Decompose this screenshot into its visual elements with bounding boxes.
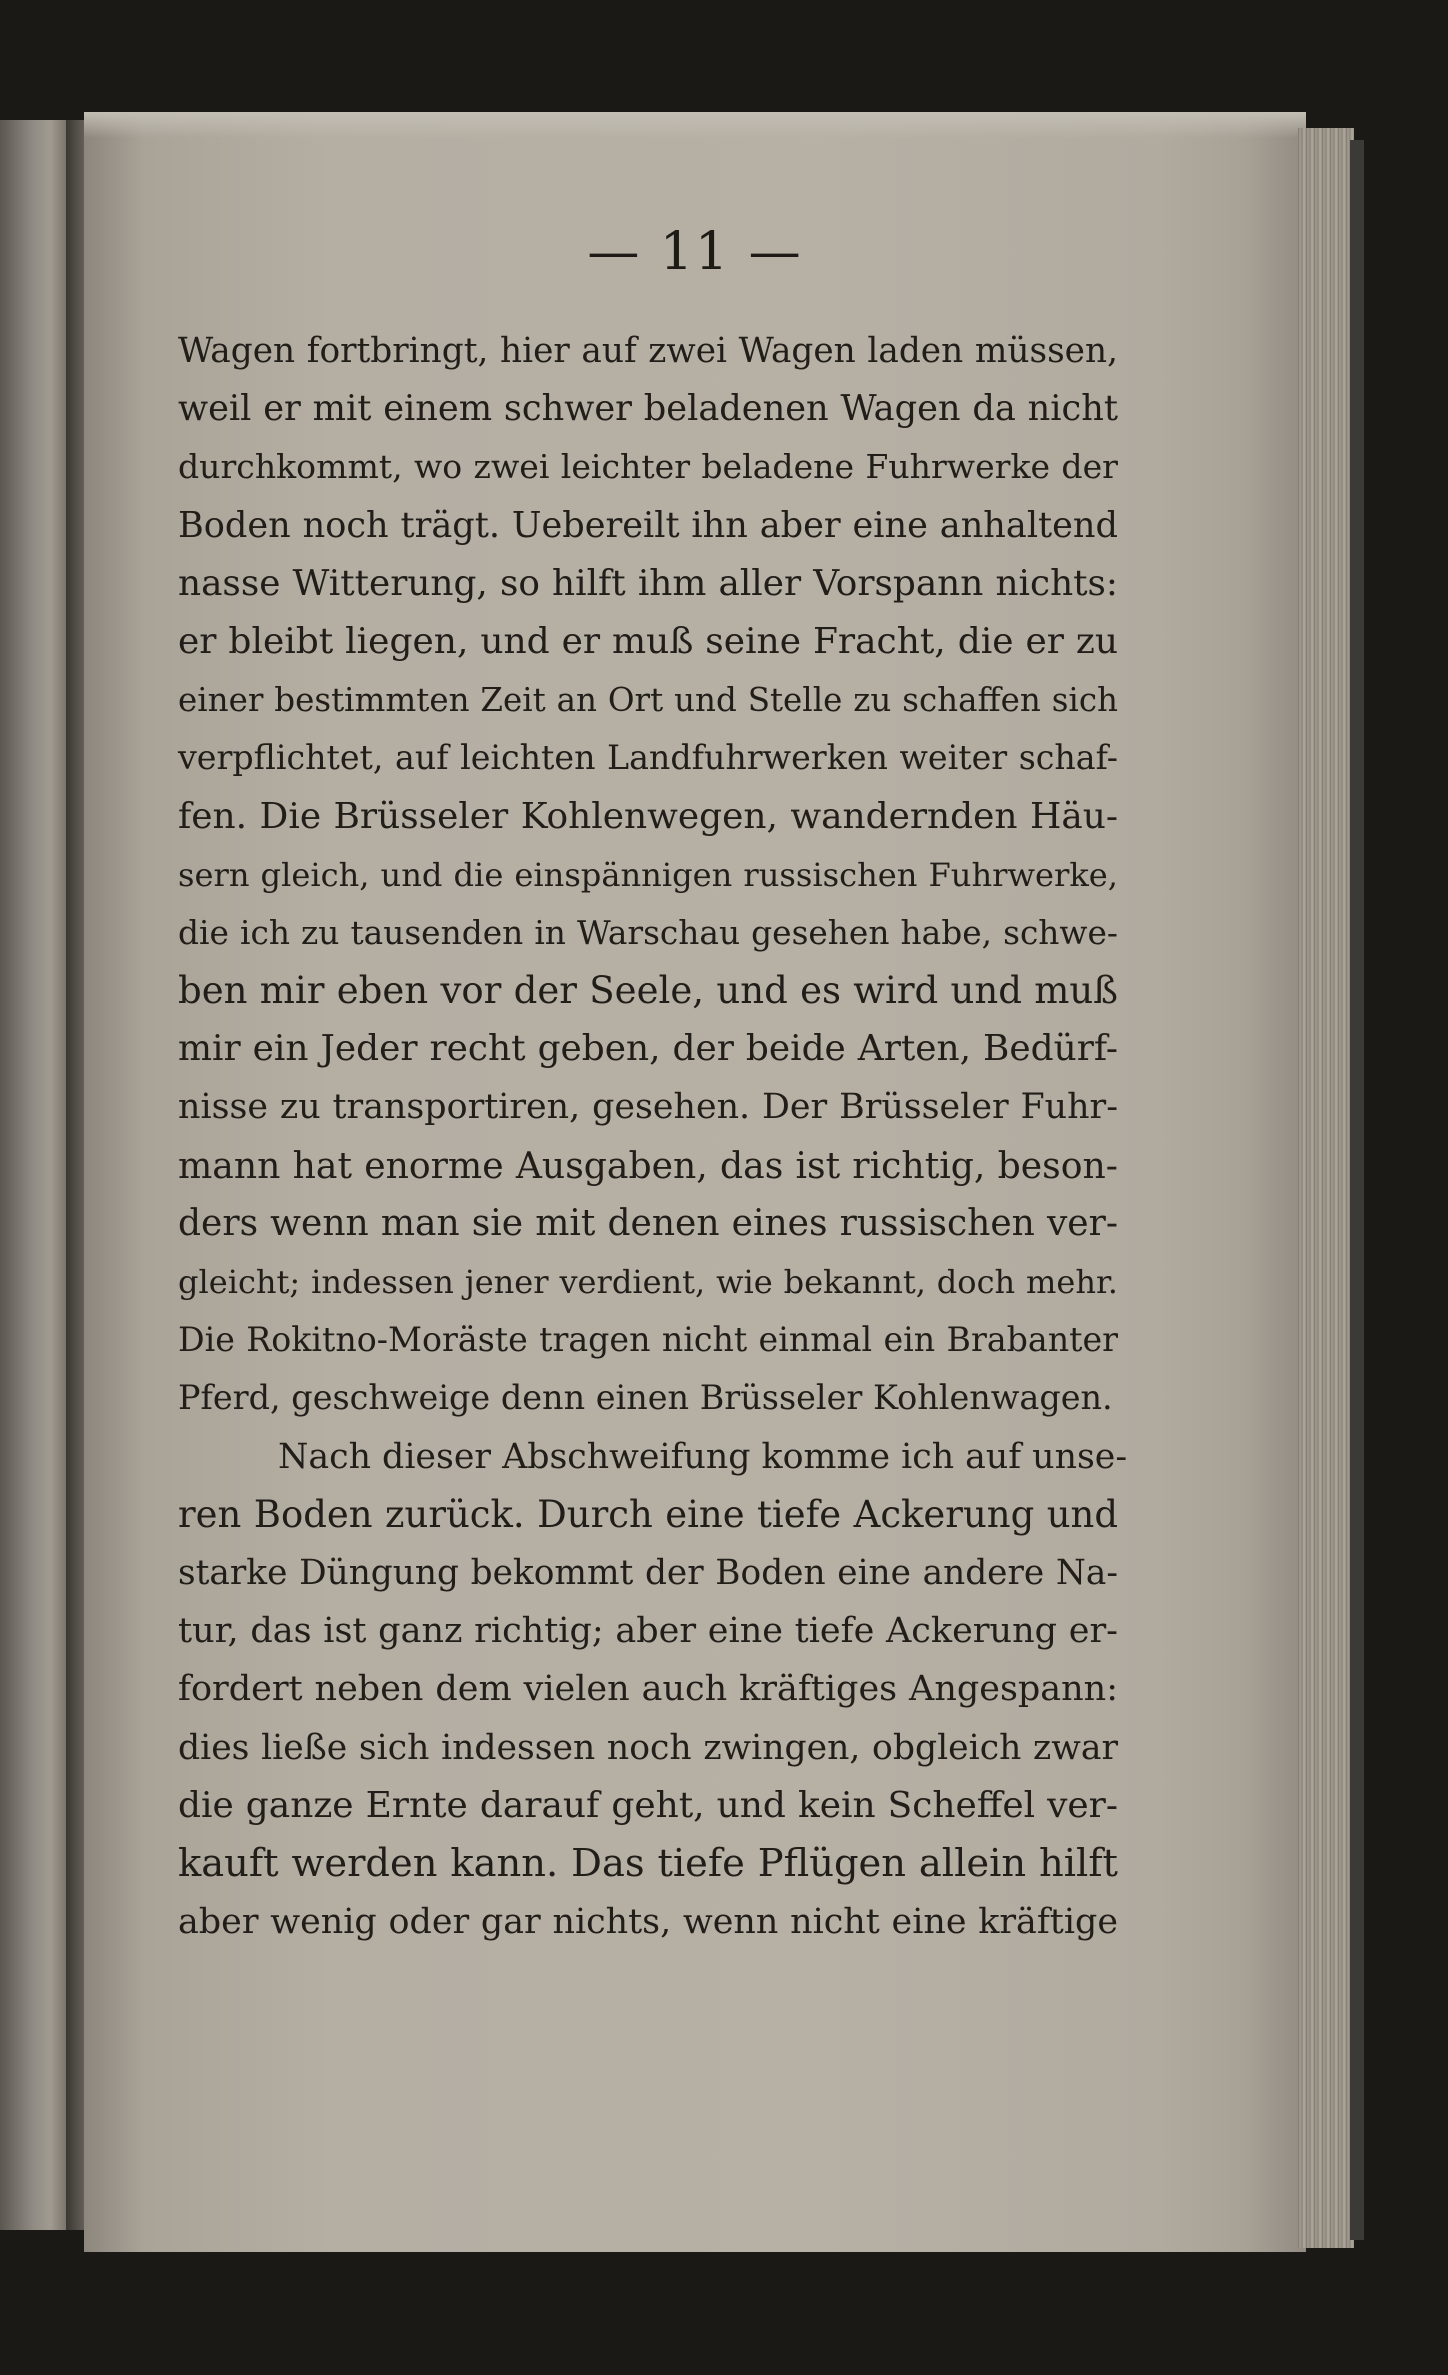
page-top-highlight (84, 112, 1306, 138)
page-stack-edge (1298, 128, 1354, 2248)
text-line: Nach dieser Abschweifung komme ich auf unse- (278, 1436, 1128, 1477)
text-line: dies ließe sich indessen noch zwingen, obgleich zwar (178, 1727, 1118, 1768)
text-line: sern gleich, und die einspännigen russischen Fuhrwerke, (178, 855, 1118, 894)
facing-page-edge (0, 120, 72, 2230)
text-line: mir ein Jeder recht geben, der beide Arten, Bedürf- (178, 1028, 1118, 1070)
cover-edge (1350, 140, 1364, 2240)
text-line: Pferd, geschweige denn einen Brüsseler Kohlenwagen. (178, 1378, 1113, 1418)
text-line: kauft werden kann. Das tiefe Pflügen allein hilft (178, 1840, 1118, 1886)
text-line: Boden noch trägt. Uebereilt ihn aber eine anhaltend (178, 504, 1118, 546)
text-line: nasse Witterung, so hilft ihm aller Vorspann nichts: (178, 562, 1118, 604)
text-line: einer bestimmten Zeit an Ort und Stelle zu schaffen sich (178, 681, 1118, 720)
page-header (84, 222, 1306, 282)
text-line: fen. Die Brüsseler Kohlenwegen, wandernden Häu- (178, 795, 1118, 837)
text-line: weil er mit einem schwer beladenen Wagen da nicht (178, 388, 1118, 430)
page-number: — 11 — (587, 222, 803, 282)
text-line: Die Rokitno-Moräste tragen nicht einmal ein Brabanter (178, 1320, 1118, 1360)
text-line: starke Düngung bekommt der Boden eine andere Na- (178, 1552, 1118, 1593)
text-line: ren Boden zurück. Durch eine tiefe Ackerung und (178, 1492, 1118, 1536)
text-line: Wagen fortbringt, hier auf zwei Wagen laden müssen, (178, 331, 1118, 371)
text-line: verpflichtet, auf leichten Landfuhrwerken weiter schaf- (178, 738, 1118, 778)
body-text (178, 322, 1128, 1951)
text-line: gleicht; indessen jener verdient, wie bekannt, doch mehr. (178, 1263, 1118, 1301)
text-line: aber wenig oder gar nichts, wenn nicht eine kräftige (178, 1902, 1118, 1943)
text-line: die ich zu tausenden in Warschau gesehen habe, schwe- (178, 913, 1118, 952)
text-line: die ganze Ernte darauf geht, und kein Scheffel ver- (178, 1784, 1118, 1826)
text-line: fordert neben dem vielen auch kräftiges Angespann: (178, 1669, 1118, 1710)
text-line: er bleibt liegen, und er muß seine Fracht, die er zu (178, 620, 1118, 662)
text-line: mann hat enorme Ausgaben, das ist richtig, beson- (178, 1143, 1118, 1187)
text-line: nisse zu transportiren, gesehen. Der Brüsseler Fuhr- (178, 1087, 1118, 1128)
text-line: durchkommt, wo zwei leichter beladene Fuhrwerke der (178, 447, 1118, 487)
text-line: tur, das ist ganz richtig; aber eine tiefe Ackerung er- (178, 1611, 1118, 1652)
text-line: ben mir eben vor der Seele, und es wird und muß (178, 969, 1118, 1013)
text-line: ders wenn man sie mit denen eines russischen ver- (178, 1202, 1118, 1244)
